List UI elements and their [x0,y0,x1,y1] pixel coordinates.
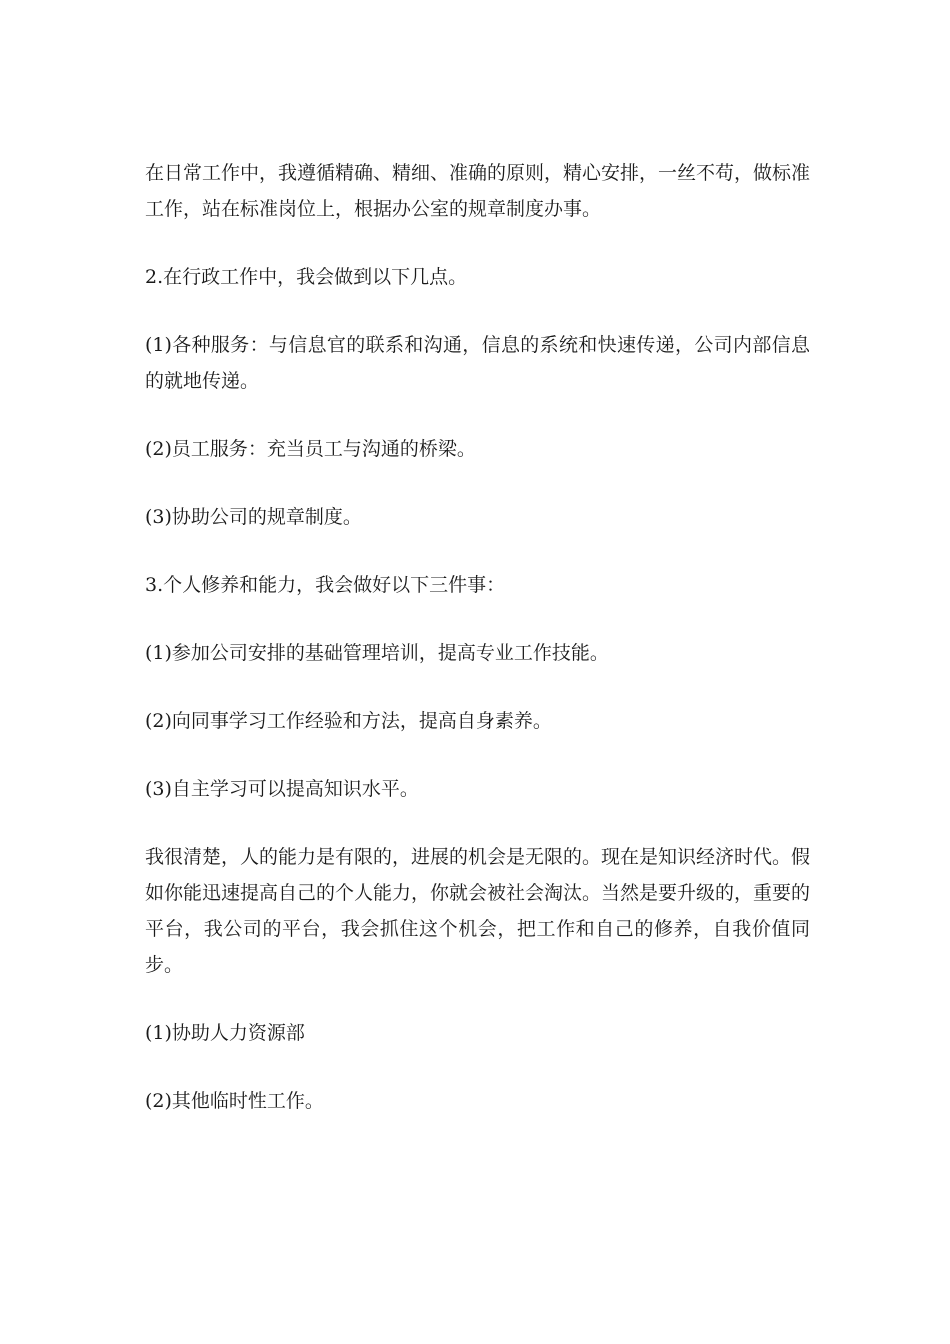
paragraph-personal-item-2: (2)向同事学习工作经验和方法，提高自身素养。 [145,710,552,732]
paragraph-admin-heading: 2.在行政工作中，我会做到以下几点。 [145,266,468,288]
paragraph-admin-item-3: (3)协助公司的规章制度。 [145,506,362,528]
paragraph-other-item-1: (1)协助人力资源部 [145,1022,305,1044]
paragraph-other-item-2: (2)其他临时性工作。 [145,1090,324,1112]
paragraph-admin-item-1: (1)各种服务：与信息官的联系和沟通，信息的系统和快速传递，公司内部信息的就地传递。 [145,334,810,392]
paragraph-personal-heading: 3.个人修养和能力，我会做好以下三件事： [145,574,506,596]
paragraph-admin-item-2: (2)员工服务：充当员工与沟通的桥梁。 [145,438,476,460]
paragraph-personal-item-1: (1)参加公司安排的基础管理培训，提高专业工作技能。 [145,642,609,664]
document-body [145,155,810,1151]
paragraph-reflection: 我很清楚，人的能力是有限的，进展的机会是无限的。现在是知识经济时代。假如你能迅速提高自己的个人能力，你就会被社会淘汰。当然是要升级的，重要的平台，我公司的平台，我会抓住这个机会，把工作和自己的修养，自我价值同步。 [145,846,811,976]
paragraph-personal-item-3: (3)自主学习可以提高知识水平。 [145,778,419,800]
paragraph-intro: 在日常工作中，我遵循精确、精细、准确的原则，精心安排，一丝不苟，做标准工作，站在标准岗位上，根据办公室的规章制度办事。 [145,162,811,220]
